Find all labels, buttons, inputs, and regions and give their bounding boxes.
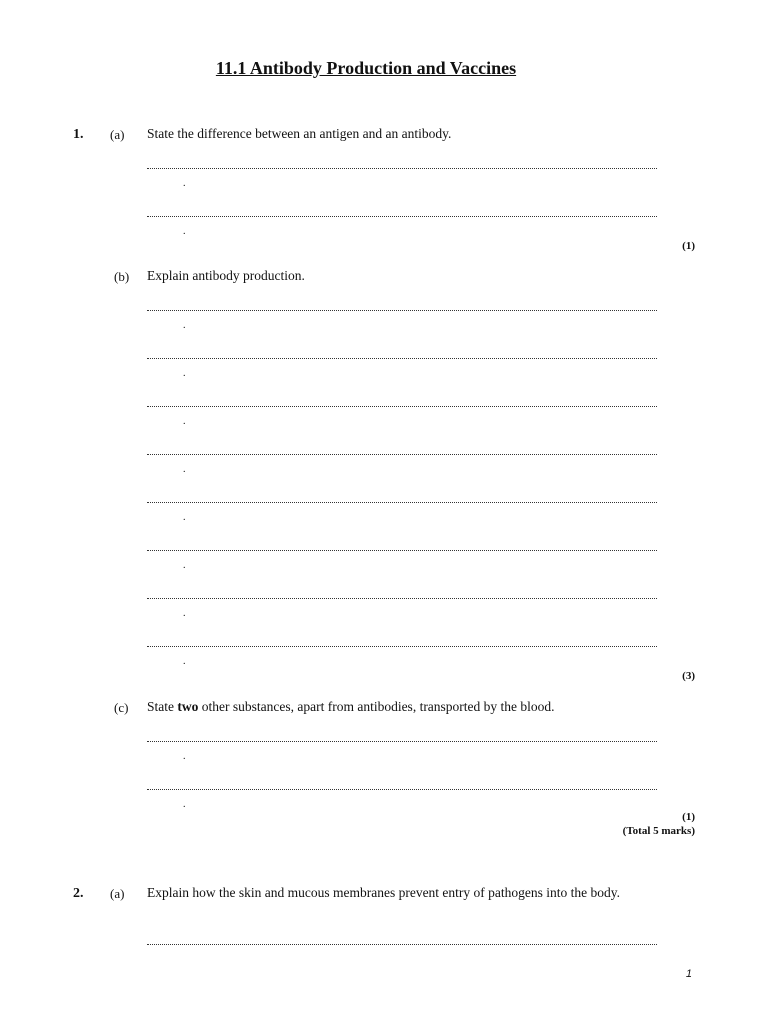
answer-line[interactable] <box>147 646 657 647</box>
answer-line[interactable] <box>147 944 657 945</box>
line-end-dot: . <box>183 416 186 427</box>
line-end-dot: . <box>183 226 186 237</box>
line-end-dot: . <box>183 464 186 475</box>
q1a-prompt: State the difference between an antigen and an antibody. <box>147 126 452 141</box>
q1c-prompt-emphasis: two <box>177 699 199 714</box>
line-end-dot: . <box>183 751 186 762</box>
answer-line[interactable] <box>147 550 657 551</box>
page-title: 11.1 Antibody Production and Vaccines <box>215 58 517 78</box>
q1c-prompt-end: other substances, apart from antibodies, transported by the blood. <box>198 699 555 714</box>
q1c-label: (c) <box>114 700 129 715</box>
q2a-prompt: Explain how the skin and mucous membranes prevent entry of pathogens into the body. <box>147 885 621 900</box>
q1-total-marks: (Total 5 marks) <box>622 825 695 837</box>
question-2-number: 2. <box>73 886 84 901</box>
answer-line[interactable] <box>147 502 657 503</box>
question-1-number: 1. <box>73 127 84 142</box>
answer-line[interactable] <box>147 406 657 407</box>
q1b-label: (b) <box>114 269 130 284</box>
q1c-marks: (1) <box>682 811 695 823</box>
answer-line[interactable] <box>147 741 657 742</box>
answer-line[interactable] <box>147 358 657 359</box>
q1c-prompt-start: State <box>147 699 178 714</box>
q2a-label: (a) <box>110 886 125 901</box>
page-number: 1 <box>685 968 692 980</box>
answer-line[interactable] <box>147 216 657 217</box>
q1c-prompt <box>147 698 687 716</box>
answer-line[interactable] <box>147 789 657 790</box>
line-end-dot: . <box>183 320 186 331</box>
q1a-marks: (1) <box>682 240 695 252</box>
answer-line[interactable] <box>147 454 657 455</box>
answer-line[interactable] <box>147 168 657 169</box>
line-end-dot: . <box>183 799 186 810</box>
q1b-marks: (3) <box>682 670 695 682</box>
answer-line[interactable] <box>147 598 657 599</box>
line-end-dot: . <box>183 368 186 379</box>
line-end-dot: . <box>183 560 186 571</box>
line-end-dot: . <box>183 512 186 523</box>
line-end-dot: . <box>183 656 186 667</box>
answer-line[interactable] <box>147 310 657 311</box>
line-end-dot: . <box>183 608 186 619</box>
line-end-dot: . <box>183 178 186 189</box>
q1a-label: (a) <box>110 127 125 142</box>
q1b-prompt: Explain antibody production. <box>147 268 305 283</box>
